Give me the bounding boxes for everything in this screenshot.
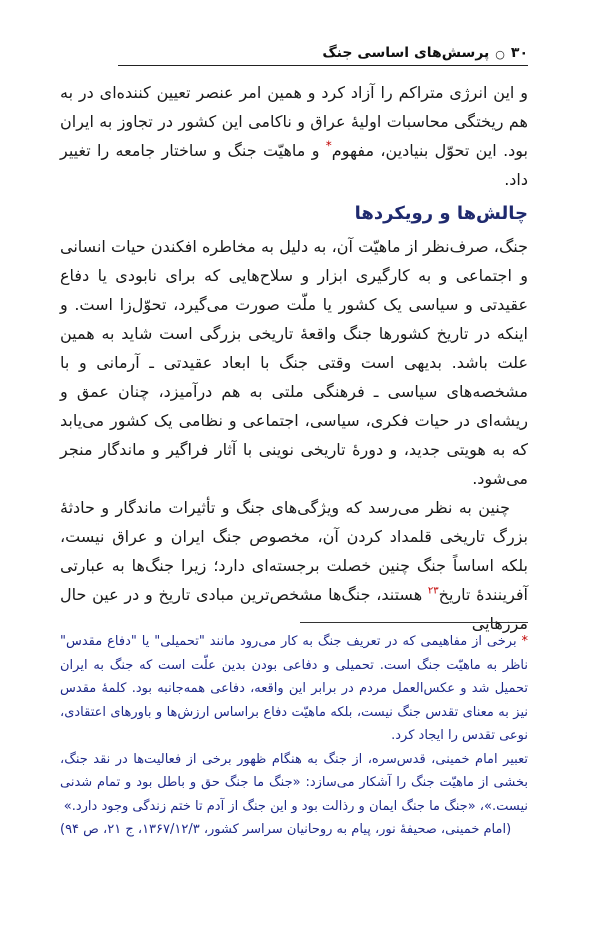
intro-text-after-marker: و ماهیّت جنگ و ساختار جامعه را تغییر داد. bbox=[60, 141, 528, 189]
intro-paragraph bbox=[60, 78, 528, 189]
book-title: پرسش‌های اساسی جنگ bbox=[322, 45, 490, 61]
body-paragraph-1: جنگ، صرف‌نظر از ماهیّت آن، به دلیل به مخاطره افکندن حیات انسانی و اجتماعی و به کارگیری ابزار و سلاح‌هایی که برای نابودی یا دفاع عقیدتی و سیاسی یک کشور یا ملّت صورت می‌گیرد، تحوّل‌زا است. و اینکه در تاریخ کشورها جنگ واقعهٔ تاریخی بزرگی است شاید به همین علت باشد. بدیهی است وقتی جنگ با ابعاد عقیدتی ـ آرمانی و با مشخصه‌های سیاسی ـ فرهنگی ملتی به هم درآمیزد، چنان عمق و ریشه‌ای در حیات فکری، سیاسی، اجتماعی و نظامی یک کشور می‌یابد که به هویتی جدید، و دورهٔ تاریخی نوینی با آثار فراگیر و ماندگار منجر می‌شود. bbox=[60, 237, 528, 488]
reference-marker: ۲۳ bbox=[427, 585, 439, 597]
footnote-2: تعبیر امام خمینی، قدس‌سره، از جنگ به هنگام ظهور برخی از فعالیت‌ها در نقد جنگ، بخشی از ماهیّت جنگ را آشکار می‌سازد: «جنگ ما جنگ حق و باطل بود و تمام شدنی نیست.»، «جنگ ما جنگ ایمان و رذالت بود و این جنگ از آدم تا ختم زندگی وجود دارد.» bbox=[60, 751, 528, 814]
paragraph-2-text-after-ref: هستند، جنگ‌ها مشخص‌ترین مبادی تاریخ و در عین حال مرزهایی bbox=[60, 585, 528, 633]
circle-separator-icon: ○ bbox=[495, 48, 505, 61]
footnotes bbox=[60, 630, 528, 842]
footnote-1-text: برخی از مفاهیمی که در تعریف جنگ به کار می‌رود مانند "تحمیلی" یا "دفاع مقدس" ناظر به ماهیّت جنگ است. تحمیلی و دفاعی بودن بدین علّت است که جنگ به ایران تحمیل شد و عکس‌العمل مردم در برابر این واقعه، دفاعی همه‌جانبه بود. کلمهٔ مقدس نیز به معنای تقدس جنگ نیست، بلکه ماهیّت دفاع براساس ارزش‌ها و باورهای اعتقادی، نوعی تقدس را ایجاد کرد. bbox=[60, 634, 528, 743]
footnote-2-citation: (امام خمینی، صحیفهٔ نور، پیام به روحانیان سراسر کشور، ۱۳۶۷/۱۲/۳، ج ۲۱، ص ۹۴) bbox=[60, 822, 512, 837]
footnote-marker: * bbox=[325, 138, 332, 153]
footnote-divider bbox=[300, 622, 528, 623]
footnote-1 bbox=[60, 630, 528, 748]
footnote-1-marker: * bbox=[521, 634, 528, 649]
paragraph-2-text-before-ref: چنین به نظر می‌رسد که ویژگی‌های جنگ و تأثیرات ماندگار و حادثهٔ بزرگ تاریخی قلمداد کردن آن، مخصوص جنگ ایران و عراق نیست، بلکه اساساً جنگ چنین خصلت برجسته‌ای دارد؛ زیرا جنگ‌ها به عبارتی آفرینندهٔ تاریخ bbox=[60, 498, 528, 604]
running-header bbox=[118, 40, 528, 66]
section-heading: چالش‌ها و رویکردها bbox=[354, 203, 528, 224]
intro-text-before-marker: و این انرژی متراکم را آزاد کرد و همین امر عنصر تعیین کننده‌ای در به هم ریختگی محاسبات اولیهٔ عراق و ناکامی این کشور در تجاوز به ایران بود. این تحوّل بنیادین، مفهوم bbox=[60, 83, 528, 160]
page-number: ۳۰ bbox=[510, 45, 528, 61]
section-body bbox=[60, 232, 528, 633]
body-paragraph-2 bbox=[60, 493, 528, 638]
